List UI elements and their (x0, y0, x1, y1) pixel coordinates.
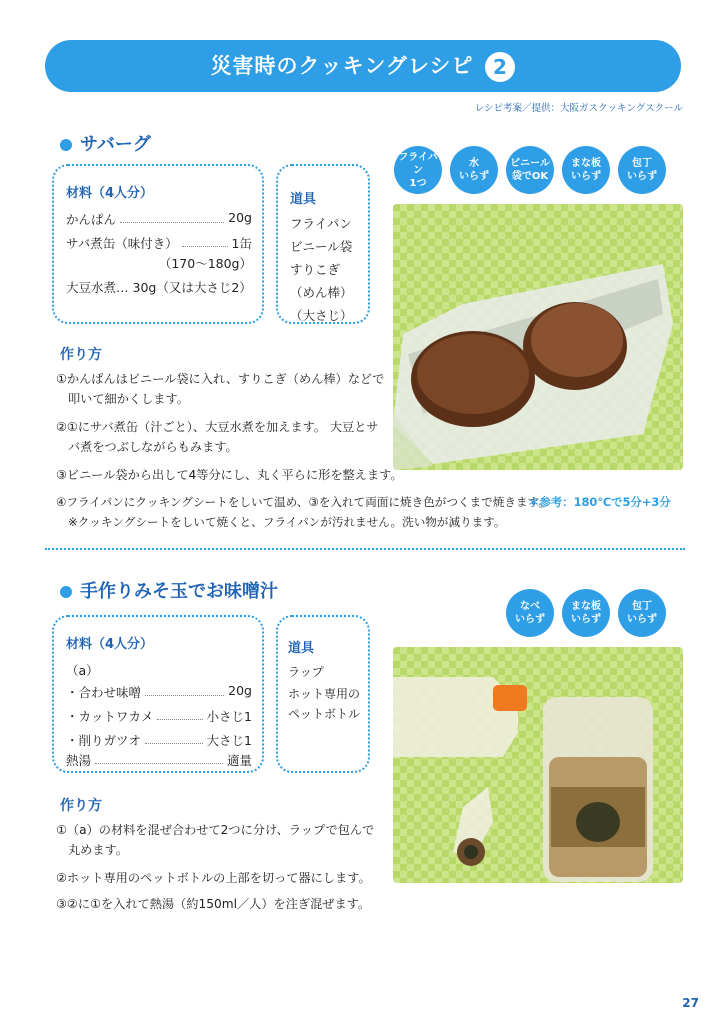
recipe2-method-title: 作り方 (60, 798, 102, 814)
recipe1-title (60, 130, 151, 156)
ingredient-amount: （170～180g） (158, 256, 252, 271)
title-banner (45, 40, 681, 92)
step-1b: 叩いて細かくします。 (68, 392, 189, 406)
ingredients-title: 材料（4人分） (66, 186, 154, 201)
miso-soup-illustration (393, 647, 683, 883)
tool-item: ペットボトル (288, 707, 361, 721)
ingredient-row (66, 234, 252, 252)
ingredient-name: かんぱん (66, 212, 117, 227)
step-2: ②ホット専用のペットボトルの上部を切って器にします。 (56, 871, 371, 885)
badge-no-knife (618, 589, 666, 637)
ingredient-amount: 1缶 (231, 236, 252, 251)
ingredient-name: ・合わせ味噌 (66, 685, 142, 700)
badge-no-water (450, 146, 498, 194)
badge-line2: いらず (459, 171, 489, 182)
tool-item: （めん棒） (290, 285, 353, 300)
ingredients-title: 材料（4人分） (66, 637, 154, 652)
badge-no-cutting-board (562, 589, 610, 637)
ingredient-row (66, 751, 252, 769)
step-3: ③ビニール袋から出して4等分にし、丸く平らに形を整えます。 (56, 468, 403, 482)
badge-no-cutting-board (562, 146, 610, 194)
ingredient-row (66, 254, 252, 272)
page-title-text: 災害時のクッキングレシピ (210, 54, 474, 78)
recipe2-title (60, 577, 278, 603)
ingredient-group: （a） (66, 663, 99, 678)
step-1a: ①（a）の材料を混ぜ合わせて2つに分け、ラップで包んで (56, 823, 375, 837)
section-divider (45, 548, 685, 550)
badge-line1: 包丁 (632, 158, 652, 169)
miso-soup-photo (393, 647, 683, 883)
ingredient-amount: 小さじ1 (206, 709, 252, 724)
note: ※クッキングシートをしいて焼くと、フライパンが汚れません。洗い物が減ります。 (68, 515, 506, 529)
ingredient-amount: 20g (228, 683, 252, 698)
ingredient-row (66, 707, 252, 725)
recipe1-ingredients-box (52, 164, 264, 324)
badge-line2: いらず (571, 171, 601, 182)
step-1a: ①かんぱんはビニール袋に入れ、すりこぎ（めん棒）などで (56, 372, 385, 386)
tool-item: ビニール袋 (290, 239, 353, 254)
page-title (45, 40, 681, 92)
badge-frying-pan (394, 146, 442, 194)
badge-line1: なべ (520, 601, 540, 612)
tool-item: ラップ (288, 665, 324, 679)
tool-item: （大さじ） (290, 308, 353, 323)
ingredient-name: ・カットワカメ (66, 709, 154, 724)
badge-line2: 1つ (409, 177, 427, 189)
tools-title: 道具 (290, 192, 317, 207)
badge-line1: まな板 (571, 158, 601, 169)
step-3: ③②に①を入れて熱湯（約150ml／人）を注ぎ混ぜます。 (56, 897, 371, 911)
bullet-dot-icon (60, 586, 72, 598)
recipe1-method-title: 作り方 (60, 347, 102, 363)
sabagu-illustration (393, 204, 683, 470)
recipe2-ingredients-box (52, 615, 264, 773)
step-1b: 丸めます。 (68, 843, 128, 857)
recipe2-title-text: 手作りみそ玉でお味噌汁 (80, 581, 278, 602)
badge-line2: いらず (627, 171, 657, 182)
badge-line1: ビニール (510, 158, 550, 169)
badge-line1: フライパン (398, 151, 438, 176)
ingredient-amount: 適量 (226, 753, 252, 768)
reference-note: ＊参考：180℃で5分+3分 (528, 495, 671, 509)
badge-no-pot (506, 589, 554, 637)
tool-item: すりこぎ (290, 262, 341, 277)
ingredient-amount: 30g（又は大さじ2） (132, 280, 252, 295)
badge-line1: 水 (469, 158, 479, 169)
badge-line2: いらず (571, 614, 601, 625)
badge-line2: いらず (627, 614, 657, 625)
sabagu-photo (393, 204, 683, 470)
ingredient-name: 熱湯 (66, 753, 92, 768)
credit-line: レシピ考案／提供：大阪ガスクッキングスクール (474, 103, 683, 114)
ingredient-amount: 20g (228, 210, 252, 225)
badge-no-knife (618, 146, 666, 194)
badge-plastic-bag (506, 146, 554, 194)
page-number: 27 (682, 996, 699, 1010)
tools-title: 道具 (288, 641, 315, 656)
badge-line2: 袋でOK (511, 171, 549, 182)
ingredient-name: サバ煮缶（味付き） (66, 236, 178, 251)
ingredient-row (66, 683, 252, 701)
tool-item: フライパン (290, 216, 352, 231)
ingredient-name: 大豆水煮 (66, 280, 117, 295)
ingredient-name: ・削りガツオ (66, 733, 142, 748)
badge-line1: まな板 (571, 601, 601, 612)
recipe1-title-text: サバーグ (80, 134, 151, 155)
badge-line1: 包丁 (632, 601, 652, 612)
step-2a: ②①にサバ煮缶（汁ごと）、大豆水煮を加えます。 大豆とサ (56, 420, 379, 434)
recipe2-tools-box (276, 615, 370, 773)
ingredient-row (66, 731, 252, 749)
ingredient-amount: 大さじ1 (206, 733, 252, 748)
step-4: ④フライパンにクッキングシートをしいて温め、③を入れて両面に焼き色がつくまで焼きます。 (56, 495, 550, 509)
ingredient-row: 大豆水煮… 30g（又は大さじ2） (66, 280, 252, 295)
badge-line2: いらず (515, 614, 545, 625)
tool-item: ホット専用の (288, 687, 361, 701)
recipe-number-badge: 2 (485, 52, 515, 82)
bullet-dot-icon (60, 139, 72, 151)
step-2b: バ煮をつぶしながらもみます。 (68, 440, 238, 454)
recipe1-tools-box (276, 164, 370, 324)
ingredient-row (66, 210, 252, 228)
